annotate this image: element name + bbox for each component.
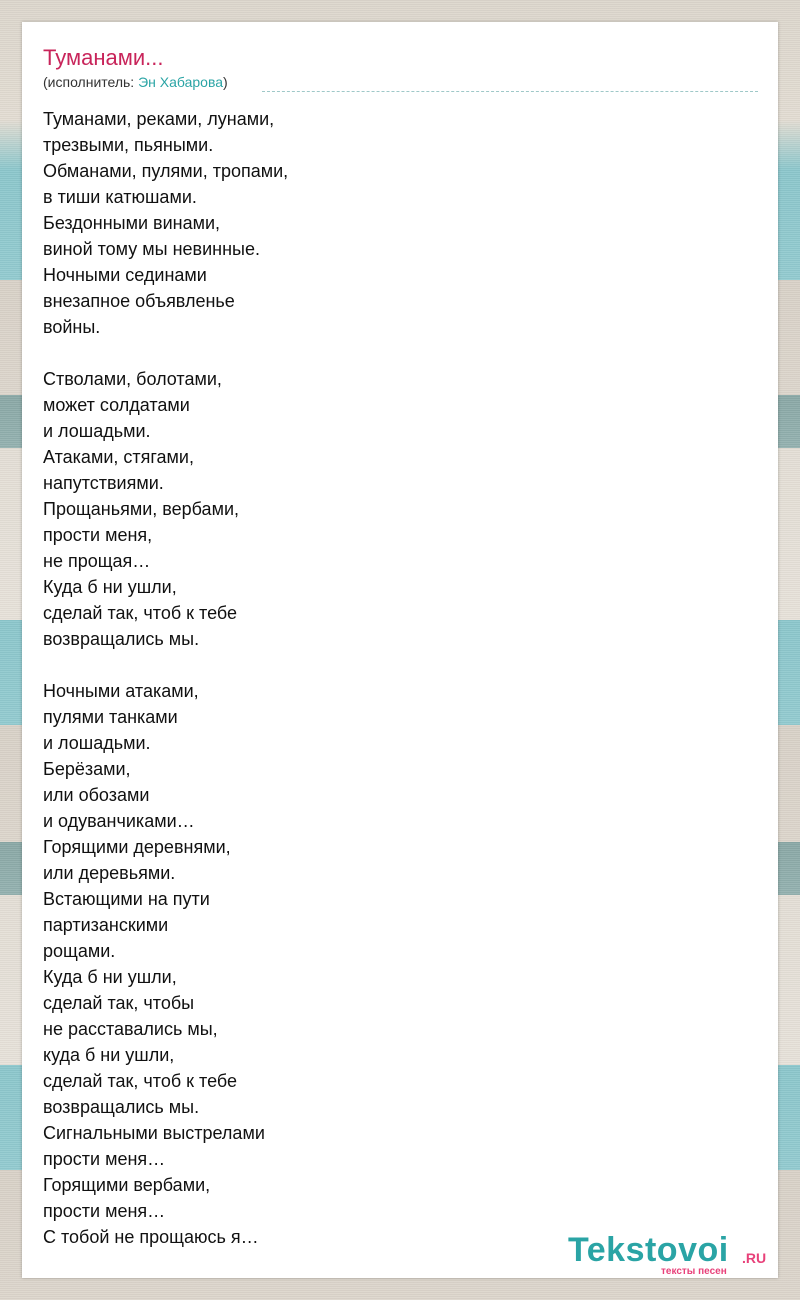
logo-wordmark: Tekstovoi bbox=[568, 1231, 729, 1269]
stanza-1 bbox=[43, 106, 603, 340]
lyric-line: партизанскими bbox=[43, 915, 169, 935]
lyric-line: сделай так, чтоб к тебе bbox=[43, 1071, 238, 1091]
lyric-line: и одуванчиками… bbox=[43, 811, 195, 831]
logo-domain-suffix: .RU bbox=[742, 1250, 767, 1266]
lyric-line: прости меня… bbox=[43, 1201, 166, 1221]
lyric-line: возвращались мы. bbox=[43, 629, 200, 649]
lyric-line: Встающими на пути bbox=[43, 889, 210, 909]
lyric-line: Прощаньями, вербами, bbox=[43, 499, 239, 519]
lyric-line: куда б ни ушли, bbox=[43, 1045, 175, 1065]
lyric-line: сделай так, чтоб к тебе bbox=[43, 603, 238, 623]
lyric-line: Туманами, реками, лунами, bbox=[43, 109, 275, 129]
lyric-line: Бездонными винами, bbox=[43, 213, 221, 233]
lyric-line: Куда б ни ушли, bbox=[43, 577, 177, 597]
lyric-line: Ночными сединами bbox=[43, 265, 207, 285]
lyrics-text bbox=[43, 106, 603, 1250]
lyric-line: напутствиями. bbox=[43, 473, 164, 493]
lyric-line: Сигнальными выстрелами bbox=[43, 1123, 265, 1143]
header-divider bbox=[262, 91, 758, 92]
stanza-3 bbox=[43, 678, 603, 1250]
site-logo[interactable] bbox=[568, 1230, 773, 1276]
lyrics-card bbox=[22, 22, 778, 1278]
lyric-line: не прощая… bbox=[43, 551, 151, 571]
artist-link[interactable]: Эн Хабарова bbox=[138, 74, 224, 90]
lyric-line: Горящими деревнями, bbox=[43, 837, 231, 857]
lyric-line: Стволами, болотами, bbox=[43, 369, 222, 389]
lyric-line: внезапное объявленье bbox=[43, 291, 235, 311]
lyric-line: может солдатами bbox=[43, 395, 190, 415]
lyric-line: и лошадьми. bbox=[43, 733, 151, 753]
lyric-line: возвращались мы. bbox=[43, 1097, 200, 1117]
lyric-line: прости меня… bbox=[43, 1149, 166, 1169]
lyric-line: пулями танками bbox=[43, 707, 178, 727]
lyric-line: прости меня, bbox=[43, 525, 153, 545]
song-title: Туманами... bbox=[43, 45, 164, 70]
lyric-line: в тиши катюшами. bbox=[43, 187, 197, 207]
lyric-line: виной тому мы невинные. bbox=[43, 239, 260, 259]
lyric-line: Ночными атаками, bbox=[43, 681, 199, 701]
lyric-line: Горящими вербами, bbox=[43, 1175, 211, 1195]
lyric-line: сделай так, чтобы bbox=[43, 993, 195, 1013]
performer-line bbox=[43, 73, 228, 91]
lyric-line: и лошадьми. bbox=[43, 421, 151, 441]
lyric-line: или обозами bbox=[43, 785, 150, 805]
performer-prefix: (исполнитель: bbox=[43, 74, 139, 90]
lyric-line: Атаками, стягами, bbox=[43, 447, 194, 467]
lyric-line: трезвыми, пьяными. bbox=[43, 135, 214, 155]
lyric-line: рощами. bbox=[43, 941, 116, 961]
lyric-line: Берёзами, bbox=[43, 759, 131, 779]
lyric-line: не расставались мы, bbox=[43, 1019, 218, 1039]
stanza-2 bbox=[43, 366, 603, 652]
lyric-line: С тобой не прощаюсь я… bbox=[43, 1227, 259, 1247]
lyric-line: Обманами, пулями, тропами, bbox=[43, 161, 289, 181]
lyric-line: Куда б ни ушли, bbox=[43, 967, 177, 987]
performer-suffix: ) bbox=[223, 74, 228, 90]
lyric-line: войны. bbox=[43, 317, 101, 337]
logo-tagline: тексты песен bbox=[661, 1266, 727, 1277]
lyric-line: или деревьями. bbox=[43, 863, 176, 883]
